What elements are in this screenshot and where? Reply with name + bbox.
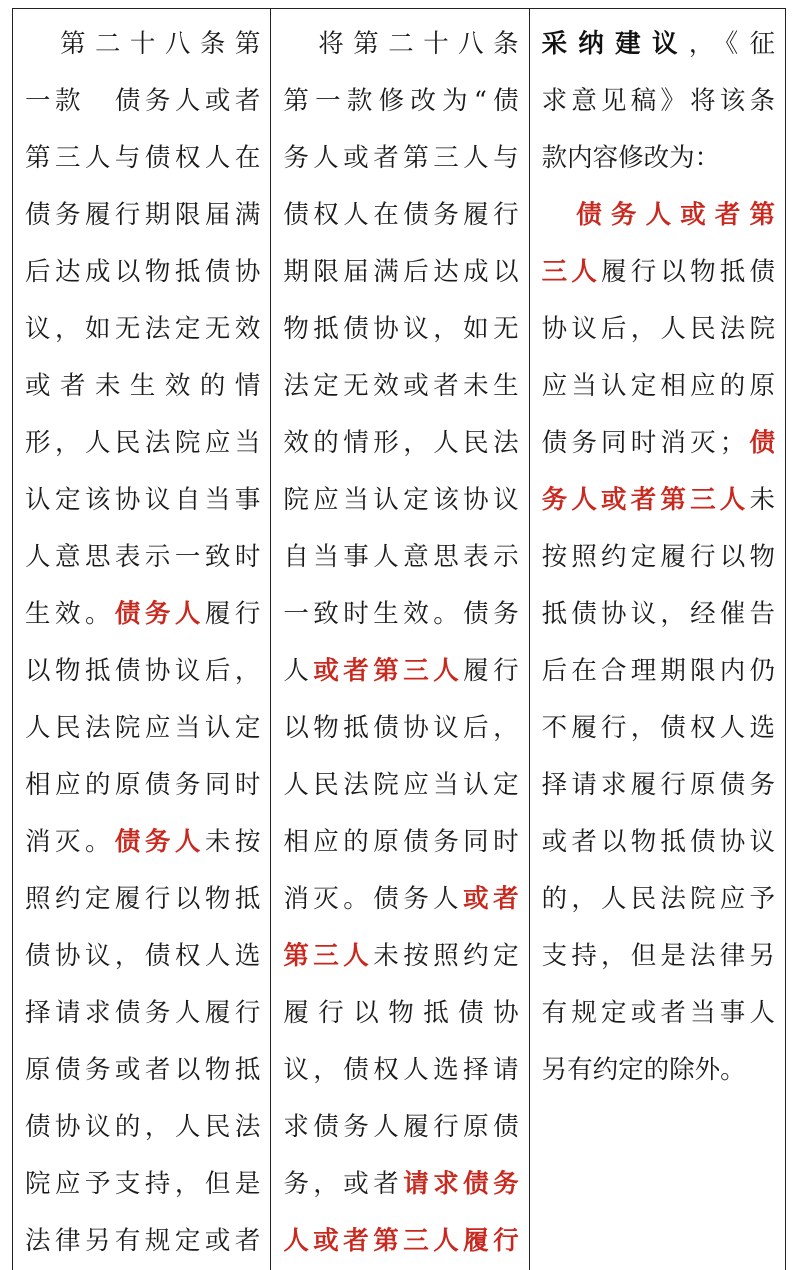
text-line xyxy=(283,21,518,78)
highlighted-text: 债务人 xyxy=(114,599,205,629)
text-line xyxy=(542,135,775,192)
text-line xyxy=(283,933,518,990)
text-segment: 求债务人履行原债 xyxy=(283,1112,519,1142)
text-line xyxy=(542,933,775,990)
text-segment: ，《征 xyxy=(688,29,775,59)
text-line xyxy=(25,249,260,306)
text-segment: 履行以物抵债 xyxy=(601,257,775,287)
text-segment: 有规定或者当事人 xyxy=(541,998,775,1028)
text-segment: 择请求债务人履行 xyxy=(25,998,261,1028)
text-line xyxy=(25,363,260,420)
text-line xyxy=(25,1104,260,1161)
text-segment: 以物抵债协议后， xyxy=(25,656,261,686)
text-line xyxy=(25,420,260,477)
text-line xyxy=(283,819,518,876)
text-line xyxy=(283,135,518,192)
text-segment: 后在合理期限内仍 xyxy=(541,656,775,686)
text-line xyxy=(542,78,775,135)
text-line xyxy=(542,762,775,819)
text-segment: 形，人民法院应当 xyxy=(25,428,261,458)
text-segment: 务人或者第三人与 xyxy=(283,143,519,173)
text-segment xyxy=(542,200,577,230)
text-segment: 债协议，债权人选 xyxy=(25,941,261,971)
text-segment: 履行以物抵债协 xyxy=(283,998,519,1028)
text-line xyxy=(542,1047,775,1104)
text-segment: 履行 xyxy=(204,599,261,629)
text-line xyxy=(283,78,518,135)
text-line xyxy=(283,1161,518,1218)
text-segment: 债务履行期限届满 xyxy=(25,200,261,230)
highlighted-text: 债 xyxy=(745,428,775,458)
highlighted-text: 三人 xyxy=(541,257,602,287)
text-segment: 相应的原债务同时 xyxy=(283,827,519,857)
column-amendment xyxy=(270,9,528,1270)
text-segment: 债权人在债务履行 xyxy=(283,200,519,230)
text-segment: 款内容修改为： xyxy=(541,143,721,173)
text-segment: 法定无效或者未生 xyxy=(283,371,519,401)
text-line xyxy=(283,477,518,534)
text-line xyxy=(283,534,518,591)
highlighted-text: 第三人 xyxy=(283,941,374,971)
text-line xyxy=(25,705,260,762)
bold-text: 采纳建议 xyxy=(541,29,689,59)
text-line xyxy=(283,762,518,819)
text-segment: 或者未生效的情 xyxy=(25,371,261,401)
text-line xyxy=(542,477,775,534)
text-segment: 支持，但是法律另 xyxy=(541,941,775,971)
text-line xyxy=(25,1161,260,1218)
text-segment: 求意见稿》将该条 xyxy=(541,86,775,116)
text-line xyxy=(542,306,775,363)
text-line xyxy=(25,477,260,534)
highlighted-text: 或者 xyxy=(463,884,519,914)
text-segment: 债协议的，人民法 xyxy=(25,1112,261,1142)
text-segment: 未按照约定 xyxy=(373,941,519,971)
text-line xyxy=(25,78,260,135)
text-segment: 以物抵债协议后， xyxy=(283,713,519,743)
highlighted-text: 债务人或者第 xyxy=(576,200,775,230)
text-segment: 物抵债协议，如无 xyxy=(283,314,519,344)
text-segment: 原债务或者以物抵 xyxy=(25,1055,261,1085)
text-line xyxy=(283,306,518,363)
text-segment: 将第二十八条 xyxy=(283,29,519,59)
highlighted-text: 债务人 xyxy=(114,827,205,857)
highlighted-text: 或者第三人 xyxy=(313,656,464,686)
text-segment: 生效。 xyxy=(25,599,115,629)
text-line xyxy=(542,21,775,78)
comparison-table xyxy=(12,8,786,1270)
text-line xyxy=(542,363,775,420)
text-line xyxy=(25,1218,260,1270)
text-segment: 务，或者 xyxy=(283,1169,404,1199)
highlighted-text: 人或者第三人履行 xyxy=(283,1226,519,1256)
text-segment: 效的情形，人民法 xyxy=(283,428,519,458)
text-segment: 人民法院应当认定 xyxy=(283,770,519,800)
text-segment: 法律另有规定或者 xyxy=(25,1226,261,1256)
text-line xyxy=(25,135,260,192)
text-segment: 第二十八条第 xyxy=(25,29,261,59)
text-line xyxy=(283,363,518,420)
text-line xyxy=(25,192,260,249)
text-line xyxy=(283,648,518,705)
text-line xyxy=(283,705,518,762)
text-segment: 自当事人意思表示 xyxy=(283,542,519,572)
text-line xyxy=(542,819,775,876)
text-segment: 议，债权人选择请 xyxy=(283,1055,519,1085)
text-segment: 认定该协议自当事 xyxy=(25,485,261,515)
text-line xyxy=(283,1047,518,1104)
text-line xyxy=(283,990,518,1047)
text-line xyxy=(25,990,260,1047)
text-line xyxy=(283,192,518,249)
text-line xyxy=(542,648,775,705)
text-line xyxy=(283,591,518,648)
text-line xyxy=(25,21,260,78)
text-segment: 不履行，债权人选 xyxy=(541,713,775,743)
text-segment: 第一款修改为“债 xyxy=(283,86,519,116)
text-line xyxy=(283,420,518,477)
text-line xyxy=(25,933,260,990)
column-adoption-note xyxy=(529,9,785,1270)
text-segment: 议，如无法定无效 xyxy=(25,314,261,344)
text-line xyxy=(542,876,775,933)
text-line xyxy=(283,1218,518,1270)
text-segment: 抵债协议，经催告 xyxy=(541,599,775,629)
text-segment: 债务同时消灭； xyxy=(541,428,746,458)
text-segment: 消灭。债务人 xyxy=(283,884,464,914)
text-line xyxy=(542,249,775,306)
highlighted-text: 务人或者第三人 xyxy=(541,485,750,515)
text-segment: 后达成以物抵债协 xyxy=(25,257,261,287)
text-line xyxy=(542,534,775,591)
text-line xyxy=(542,420,775,477)
text-segment: 期限届满后达成以 xyxy=(283,257,519,287)
text-line xyxy=(283,876,518,933)
text-segment: 一致时生效。债务 xyxy=(283,599,519,629)
text-segment: 履行 xyxy=(463,656,519,686)
text-segment: 第三人与债权人在 xyxy=(25,143,261,173)
text-line xyxy=(542,705,775,762)
text-segment: 协议后，人民法院 xyxy=(541,314,775,344)
text-line xyxy=(25,876,260,933)
text-segment: 相应的原债务同时 xyxy=(25,770,261,800)
text-segment: 或者以物抵债协议 xyxy=(541,827,775,857)
text-line xyxy=(25,591,260,648)
text-line xyxy=(283,1104,518,1161)
text-line xyxy=(542,591,775,648)
text-line xyxy=(25,306,260,363)
text-segment: 应当认定相应的原 xyxy=(541,371,775,401)
text-line xyxy=(542,192,775,249)
text-segment: 另有约定的除外。 xyxy=(541,1055,746,1085)
text-segment: 照约定履行以物抵 xyxy=(25,884,261,914)
text-line xyxy=(25,648,260,705)
text-segment: 一款 债务人或者 xyxy=(25,86,261,116)
highlighted-text: 请求债务 xyxy=(403,1169,519,1199)
text-line xyxy=(25,534,260,591)
text-segment: 消灭。 xyxy=(25,827,115,857)
column-original xyxy=(13,9,270,1270)
text-segment: 人 xyxy=(283,656,314,686)
text-segment: 择请求履行原债务 xyxy=(541,770,775,800)
text-line xyxy=(25,762,260,819)
text-segment: 未 xyxy=(749,485,775,515)
text-segment: 院应予支持，但是 xyxy=(25,1169,261,1199)
text-segment: 未按 xyxy=(204,827,261,857)
text-line xyxy=(25,1047,260,1104)
text-line xyxy=(542,990,775,1047)
text-segment: 院应当认定该协议 xyxy=(283,485,519,515)
text-segment: 人民法院应当认定 xyxy=(25,713,261,743)
text-line xyxy=(25,819,260,876)
text-segment: 人意思表示一致时 xyxy=(25,542,261,572)
text-segment: 的，人民法院应予 xyxy=(541,884,775,914)
text-line xyxy=(283,249,518,306)
text-segment: 按照约定履行以物 xyxy=(541,542,775,572)
